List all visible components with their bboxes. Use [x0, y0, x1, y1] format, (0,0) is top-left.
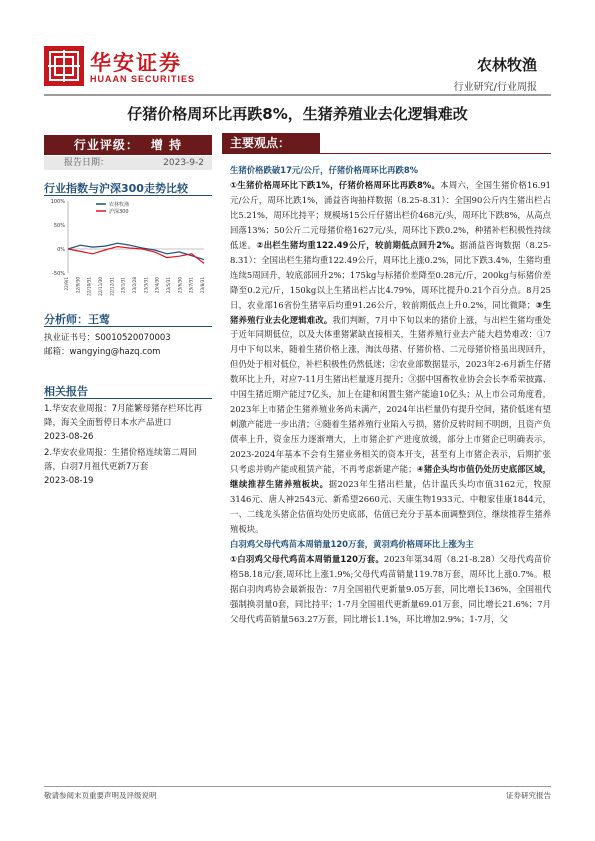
series-line-0 — [68, 243, 204, 259]
rating-value: 增 持 — [150, 138, 183, 152]
date-label: 报告日期： — [64, 158, 110, 168]
y-tick-label: -50% — [52, 271, 65, 277]
section-heading-poultry: 白羽鸡父母代鸡苗本周销量120万套，黄羽鸡价格周环比上涨为主 — [230, 538, 474, 549]
analyst-name: 分析师：王莺 — [44, 313, 110, 326]
x-tick-label: 23/7/31 — [188, 277, 194, 294]
y-tick-label: 50% — [53, 223, 65, 229]
legend-label: 沪深300 — [109, 209, 129, 215]
analyst-email[interactable]: 邮箱：wangying@hazq.com — [44, 347, 161, 357]
header-divider — [44, 94, 551, 96]
date-value: 2023-9-2 — [163, 158, 204, 168]
x-tick-label: 23/5/31 — [166, 277, 171, 294]
x-tick-label: 22/9/30 — [75, 277, 81, 294]
legend-label: 农林牧渔 — [109, 202, 130, 208]
company-logo — [44, 46, 84, 86]
related-divider — [44, 398, 212, 399]
y-tick-label: 0% — [57, 247, 65, 253]
main-points-divider — [222, 153, 551, 154]
x-tick-label: 22/11/30 — [98, 277, 103, 296]
x-tick-label: 23/6/30 — [177, 277, 183, 294]
footer-divider — [44, 786, 551, 787]
x-tick-label: 23/2/28 — [132, 277, 137, 294]
report-date — [44, 156, 212, 170]
related-report-item[interactable]: 1.华安农业周报：7月能繁母猪存栏环比再降，海关全面暂停日本水产品进口 2023-08-26 — [44, 404, 203, 442]
x-tick-label: 23/1/31 — [120, 277, 126, 294]
x-tick-label: 23/8/31 — [200, 277, 205, 294]
x-tick-label: 23/4/30 — [154, 277, 160, 294]
main-points-heading: 主要观点： — [222, 133, 320, 153]
report-type-label: 行业研究/行业周报 — [453, 82, 537, 93]
logo-chinese-name: 华安证券 — [90, 51, 182, 75]
y-tick-label: 100% — [50, 199, 65, 205]
industry-rating — [44, 135, 212, 155]
certificate-number: 执业证书号：S0010520070003 — [44, 333, 171, 343]
x-tick-label: 22/12/31 — [109, 277, 115, 296]
x-tick-label: 22/10/31 — [86, 277, 92, 296]
report-title: 仔猪价格周环比再跌8%，生猪养殖业去化逻辑难改 — [127, 105, 468, 123]
footer-disclaimer: 敬请参阅末页重要声明及评级说明 — [44, 791, 157, 800]
related-reports-list — [44, 402, 212, 490]
logo-mark-icon — [44, 46, 84, 86]
paragraph-hog: ①生猪价格周环比下跌1%，仔猪价格周环比再跌8%。本周六，全国生猪价格16.91元/公斤，周环比跌1%，涌益咨询抽样数据（8.25-8.31）：全国90公斤内生猪出栏占比5.21%，周环比持平；规模场15公斤仔猪出栏价468元/头，周环比下跌8%，从高点回落13%；50公斤二元母猪价格1627元/头，周环比下跌0.2%，种猪补栏积极性持续低迷。②出栏生猪均重122.49公斤，较前期低点回升2%。据涌益咨询数据（8.25-8.31）：全国出栏生猪均重122.49公斤，周环比上涨0.2%，同比下跌3.4%，生猪均重连续5周回升，较底部回升2%；175kg与标猪价差降至0.28元/斤，200kg与标猪价差降至0.2元/斤，150kg以上生猪出栏占比4.79%，周环比提升0.21个百分点。8月25日，农业部16省份生猪宰后均重91.26公斤，较前期低点上升0.2%，同比微降；③生猪养殖行业去化逻辑难改。我们判断，7月中下旬以来的猪价上涨，与出栏生猪均重处于近年同期低位，以及大体重猪紧缺直接相关，生猪养殖行业去产能大趋势难改：①7月中下旬以来，随着生猪价格上涨，淘汰母猪、仔猪价格、二元母猪价格虽出现回升，但仍处于相对低位，补栏积极性仍然低迷；②农业部数据显示，2023年2-6月新生仔猪数环比上升，对应7-11月生猪出栏量逐月提升；③据中国畜牧业协会会长李希荣披露、中国生猪近期产能过7亿头，加上在建和闲置生猪产能逾10亿头；从上市公司角度看，2023年上市猪企生猪养殖业务尚未满产，2024年出栏量仍有提升空间，猪价低迷有望刺激产能进一步出清；④随着生猪养殖行业陷入亏损，猪价反转时间不明朗，且资产负债率上升，资金压力逐渐增大，上市猪企扩产进度放缓，部分上市猪企已明确表示，2023-2024年基本不会有生猪业务相关的资本开支，甚至有上市猪企表示，后期扩张只考虑并购产能或租赁产能，不再考虑新建产能；④猪企头均市值仍处历史底部区域，继续推荐生猪养殖板块。据2023年生猪出栏量，估计温氏头均市值3162元，牧原3146元、唐人神2543元、新希望2660元、天康生物1933元、中粮家佳康1844元，一、二线龙头猪企估值均处历史底部，估值已充分于基本面调整到位，继续推荐生猪养殖板块。 — [230, 179, 552, 534]
footer-label: 证券研究报告 — [506, 791, 551, 800]
paragraph-poultry: ①白羽鸡父母代鸡苗本周销量120万套。2023年第34周（8.21-8.28）父母代鸡苗价格58.18元/套,周环比上涨1.9%;父母代鸡苗销量119.78万套，周环比上涨0.7%。根据白羽肉鸡协会最新报告：7月全国祖代更新量9.05万套，同比增长136%，全国祖代强制换羽量0套，同比持平；1-7月全国祖代更新量69.01万套，同比增长21.6%；7月父母代鸡苗销量563.27万套，同比增长1.1%，环比增加2.9%；1-7月，父 — [230, 553, 551, 624]
x-tick-label: 22/9/1 — [64, 277, 69, 291]
logo-english-name: HUAAN SECURITIES — [90, 74, 196, 84]
section-heading-hog: 生猪价格跌破17元/公斤，仔猪价格周环比再跌8% — [230, 165, 419, 175]
report-body — [230, 163, 551, 627]
x-tick-label: 23/3/31 — [143, 277, 149, 294]
analyst-divider — [44, 326, 212, 327]
index-comparison-chart — [44, 195, 212, 307]
related-reports-title: 相关报告 — [44, 385, 88, 398]
sector-label: 农林牧渔 — [476, 56, 537, 74]
rating-label: 行业评级： — [73, 138, 139, 152]
chart-title: 行业指数与沪深300走势比较 — [44, 182, 188, 195]
related-report-item[interactable]: 2.华安农业周报：生猪价格连续第二周回落，白羽7月祖代更新7万套 2023-08-19 — [44, 448, 197, 486]
